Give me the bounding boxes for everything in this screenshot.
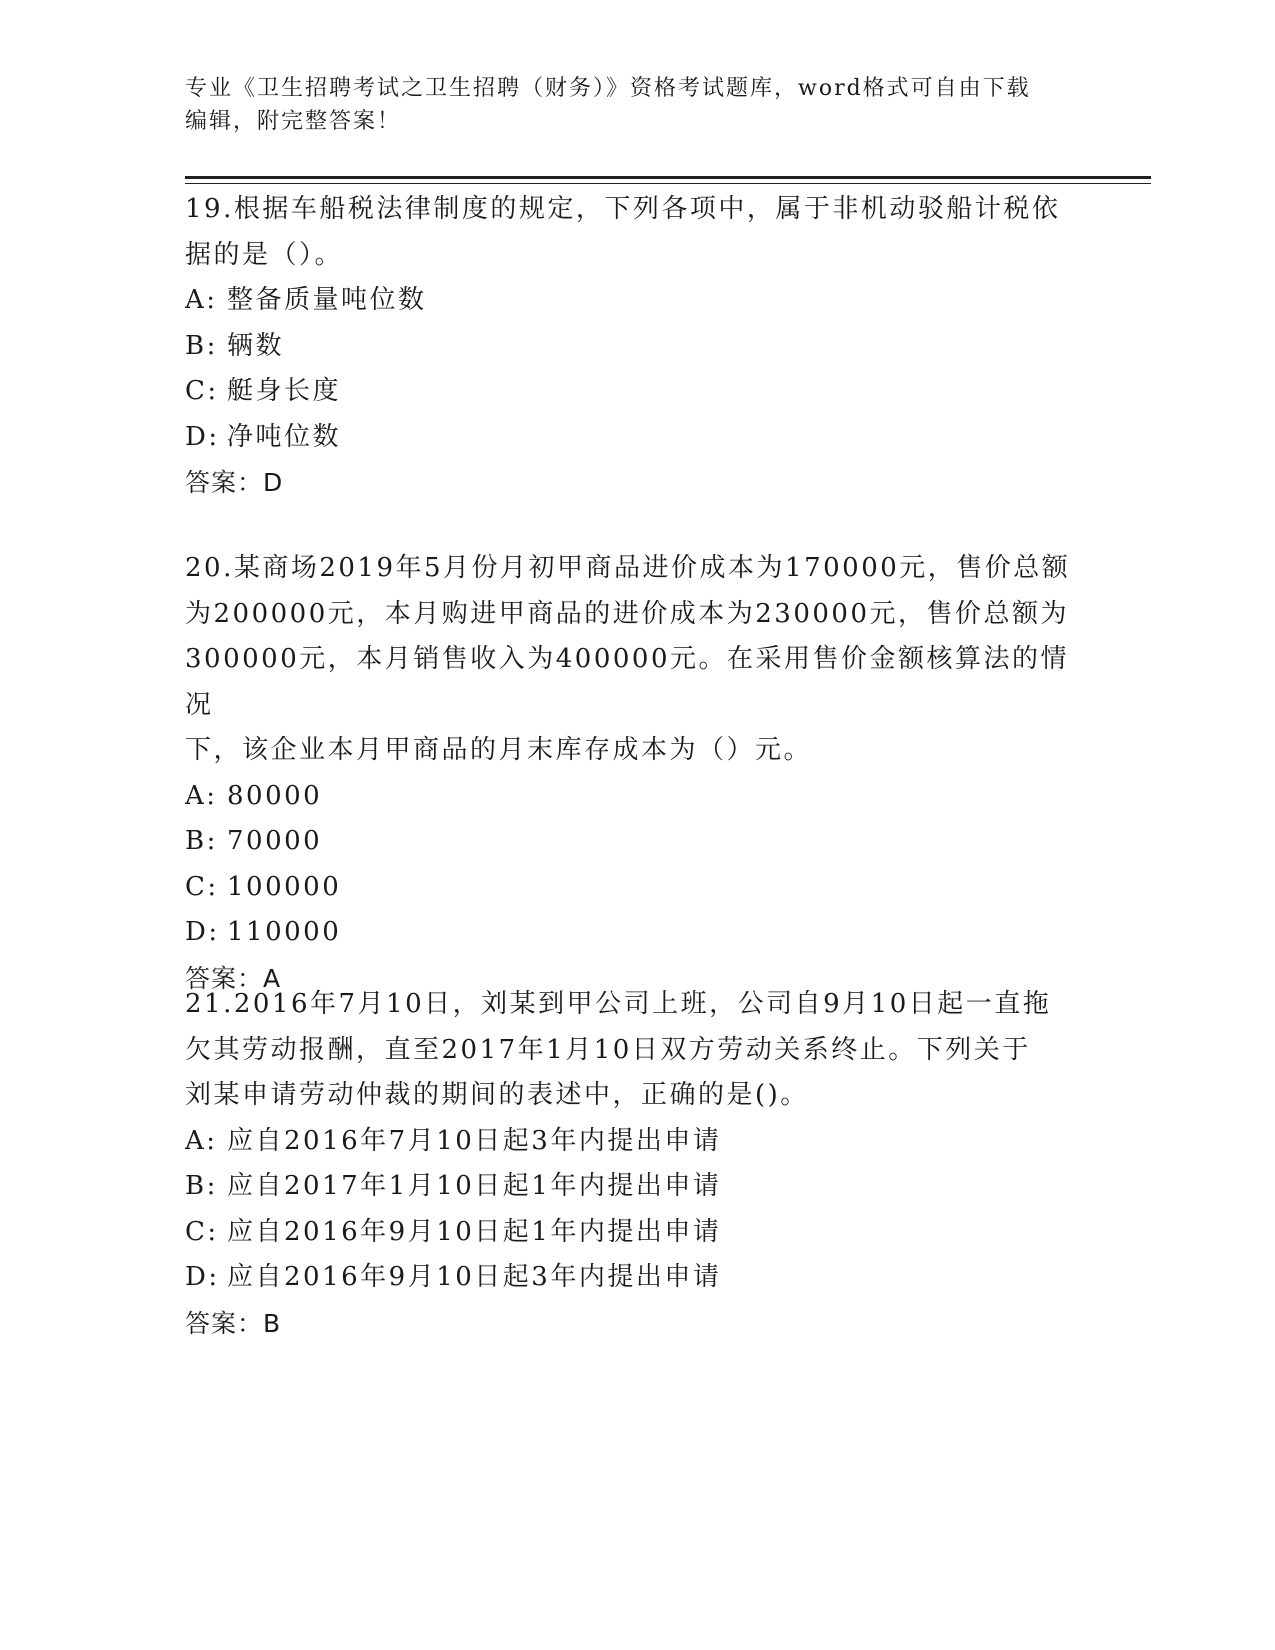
question-stem-line: 刘某申请劳动仲裁的期间的表述中，正确的是()。 (185, 1080, 809, 1110)
option-letter: C: (185, 871, 219, 902)
option-letter: B: (185, 826, 218, 856)
option-text: 整备质量吨位数 (227, 285, 427, 315)
option-letter: A: (185, 780, 218, 811)
option-text: 80000 (227, 780, 323, 811)
option-text: 70000 (227, 826, 323, 856)
answer-line: 答案：B (185, 1308, 282, 1338)
option-letter: A: (185, 1125, 218, 1156)
option-letter: D: (185, 917, 220, 947)
question-21 (185, 982, 1085, 1346)
option-text: 应自2016年9月10日起1年内提出申请 (227, 1216, 722, 1247)
answer-line: 答案：D (185, 468, 284, 497)
option-letter: A: (185, 285, 218, 315)
answer-line: 答案：A (185, 963, 282, 993)
option-c (185, 369, 1085, 415)
option-text: 应自2017年1月10日起1年内提出申请 (227, 1171, 722, 1201)
option-letter: C: (185, 376, 219, 406)
option-text: 艇身长度 (227, 376, 342, 406)
header-divider-thick (185, 176, 1151, 179)
header-line-2: 编辑，附完整答案！ (185, 109, 402, 134)
option-text: 应自2016年7月10日起3年内提出申请 (227, 1125, 722, 1156)
question-20 (185, 546, 1085, 1001)
question-stem-line: 欠其劳动报酬，直至2017年1月10日双方劳动关系终止。下列关于 (185, 1034, 1031, 1065)
option-letter: B: (185, 1171, 218, 1201)
header-line-1: 专业《卫生招聘考试之卫生招聘（财务）》资格考试题库，word格式可自由下载 (185, 76, 1031, 101)
option-d (185, 910, 1085, 956)
option-d (185, 415, 1085, 461)
question-stem-line: 21.2016年7月10日，刘某到甲公司上班，公司自9月10日起一直拖 (185, 989, 1052, 1019)
option-b (185, 1164, 1085, 1210)
option-a (185, 774, 1085, 820)
document-header (185, 72, 1065, 138)
option-b (185, 324, 1085, 370)
option-c (185, 1210, 1085, 1256)
option-letter: B: (185, 330, 218, 361)
question-stem-line: 下，该企业本月甲商品的月末库存成本为（）元。 (185, 735, 813, 765)
option-text: 辆数 (227, 330, 285, 361)
question-stem-line: 20.某商场2019年5月份月初甲商品进价成本为170000元，售价总额 (185, 553, 1071, 583)
option-a (185, 278, 1085, 324)
option-b (185, 819, 1085, 865)
option-letter: D: (185, 1262, 220, 1292)
question-stem-line: 19.根据车船税法律制度的规定，下列各项中，属于非机动驳船计税依 (185, 194, 1061, 224)
option-letter: D: (185, 421, 220, 452)
option-text: 100000 (227, 871, 342, 902)
question-19 (185, 187, 1085, 506)
option-c (185, 865, 1085, 911)
option-a (185, 1119, 1085, 1165)
option-text: 净吨位数 (227, 421, 342, 452)
option-text: 110000 (227, 917, 342, 947)
question-stem-line: 300000元，本月销售收入为400000元。在采用售价金额核算法的情况 (185, 644, 1070, 720)
option-text: 应自2016年9月10日起3年内提出申请 (227, 1262, 722, 1292)
header-divider-thin (185, 183, 1151, 184)
option-d (185, 1255, 1085, 1301)
question-stem-line: 为200000元，本月购进甲商品的进价成本为230000元，售价总额为 (185, 598, 1070, 629)
option-letter: C: (185, 1216, 219, 1247)
question-stem-line: 据的是（）。 (185, 239, 344, 270)
